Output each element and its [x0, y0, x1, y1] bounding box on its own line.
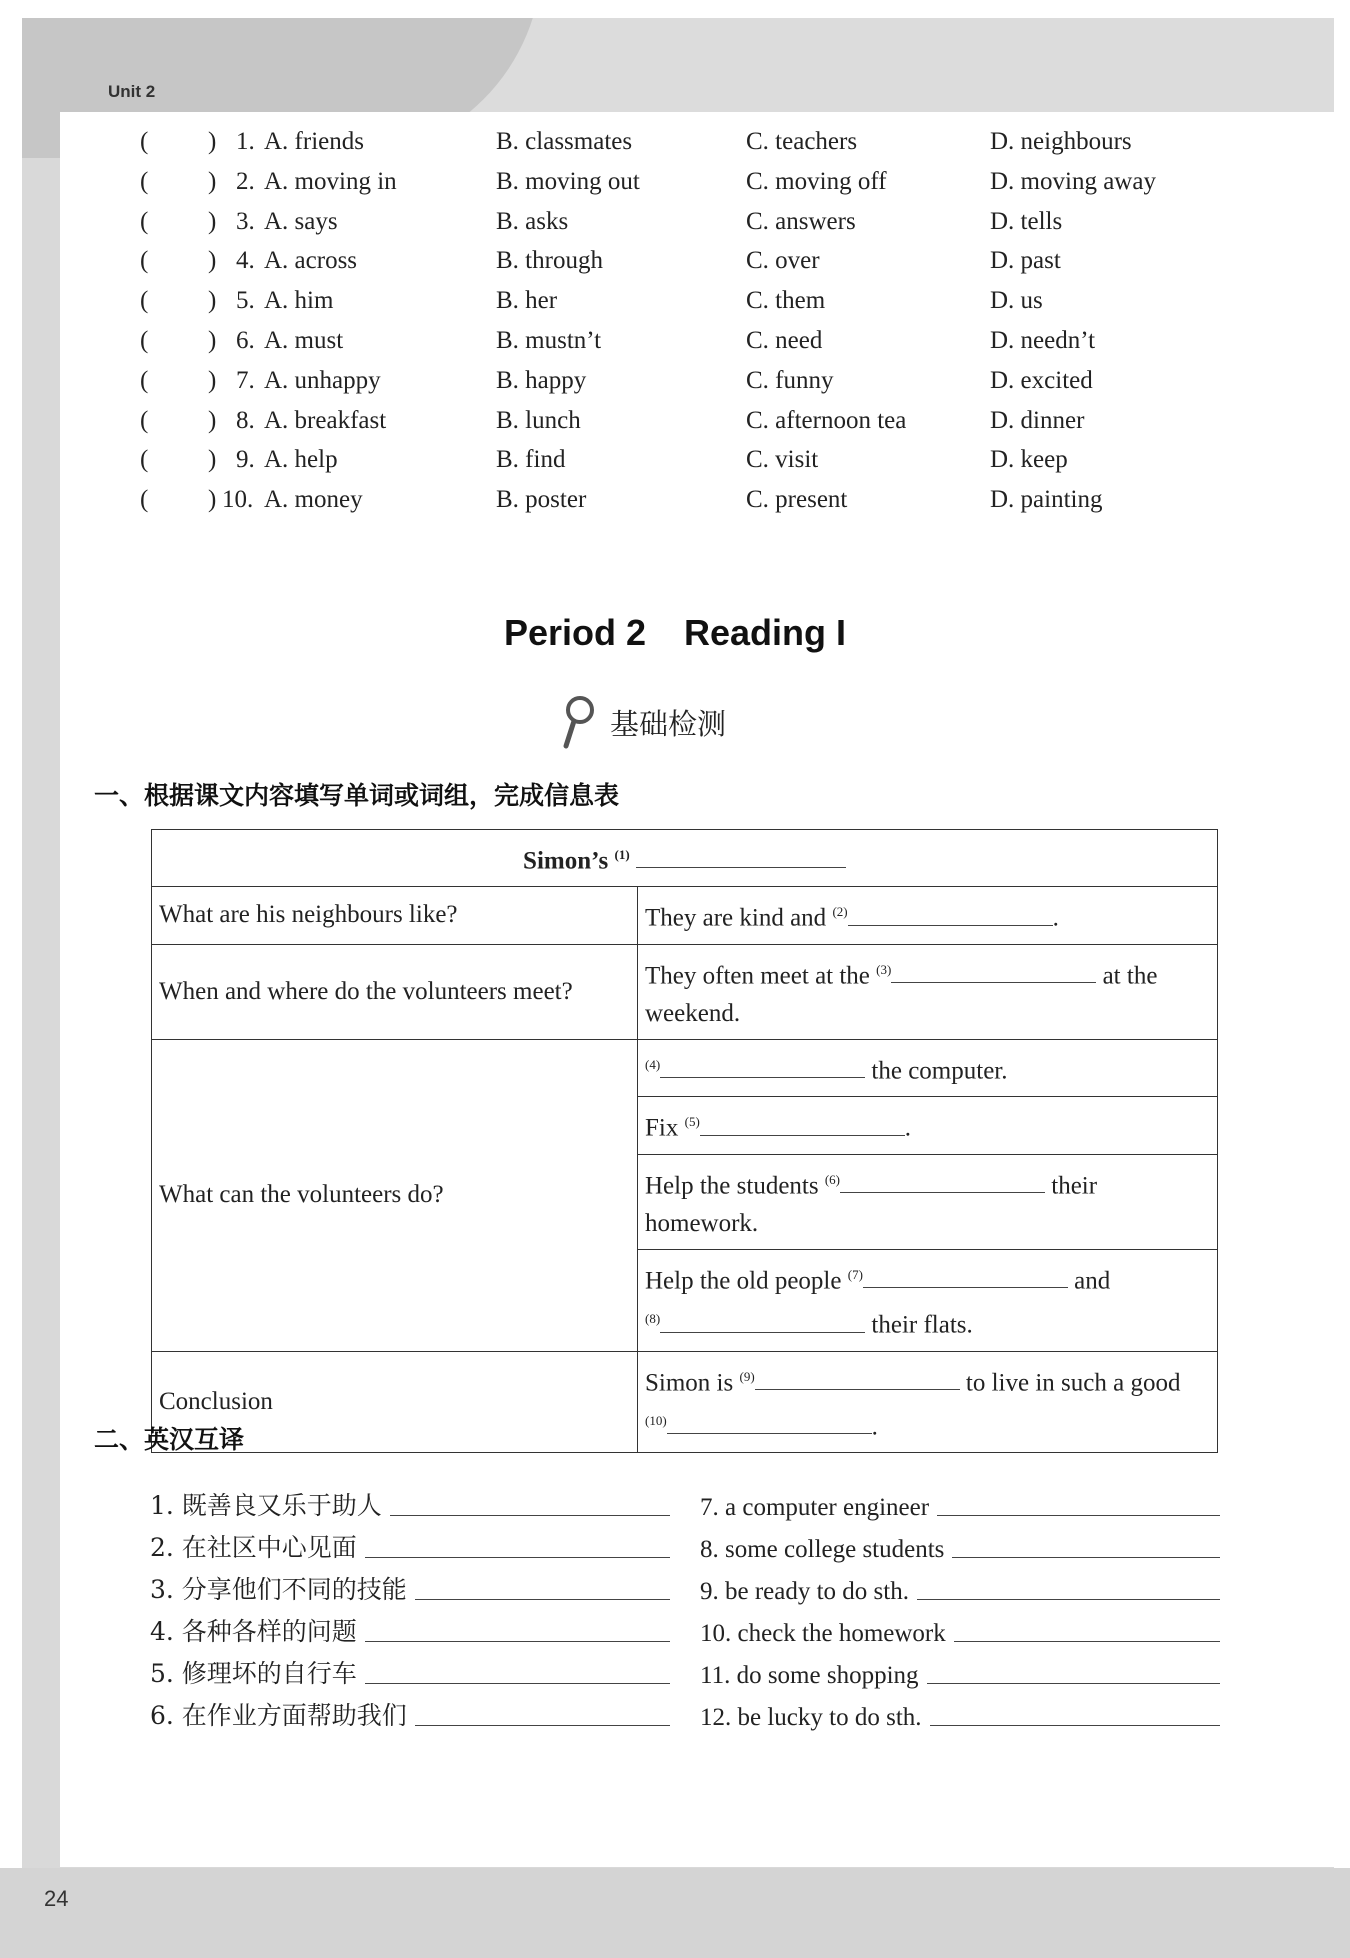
option-b: B. poster [496, 486, 587, 514]
translation-item [150, 1522, 670, 1564]
option-c: C. afternoon tea [746, 406, 907, 434]
translation-prompt: 7. a computer engineer [700, 1494, 930, 1521]
answer-line[interactable] [365, 1671, 670, 1684]
translation-prompt: 12. be lucky to do sth. [700, 1704, 922, 1731]
translation-item [700, 1648, 1220, 1690]
translation-item [150, 1480, 670, 1522]
blank-number: (10) [645, 1412, 667, 1428]
blank-2[interactable] [848, 901, 1053, 926]
answer-line[interactable] [365, 1629, 670, 1642]
translation-item [150, 1648, 670, 1690]
option-a: A. unhappy [264, 366, 381, 394]
translation-item [150, 1690, 670, 1732]
option-a: A. across [264, 247, 358, 275]
answer-bracket-close: ) [208, 287, 217, 315]
translation-left-column [150, 1480, 670, 1732]
option-b: B. moving out [496, 167, 640, 195]
answer-bracket-open[interactable]: ( [140, 366, 149, 394]
translation-right-column [700, 1480, 1220, 1732]
answer-line[interactable] [365, 1545, 670, 1558]
translation-prompt: 1. 既善良又乐于助人 [150, 1491, 382, 1520]
translation-item [150, 1606, 670, 1648]
period-mark: . [871, 1413, 878, 1441]
option-c: C. over [746, 247, 820, 275]
answer-bracket-open[interactable]: ( [140, 406, 149, 434]
question-cell: What can the volunteers do? [152, 1039, 638, 1351]
blank-5[interactable] [700, 1111, 905, 1136]
blank-number: (6) [824, 1171, 841, 1187]
answer-line[interactable] [415, 1587, 670, 1600]
answer-cell [638, 887, 1218, 944]
blank-8[interactable] [660, 1308, 865, 1333]
blank-6[interactable] [840, 1168, 1045, 1193]
translation-prompt: 4. 各种各样的问题 [150, 1617, 357, 1646]
question-row [140, 247, 1200, 287]
period-title: Reading I [684, 612, 847, 653]
option-a: A. friends [264, 128, 364, 155]
option-b: B. find [496, 446, 566, 474]
option-d: D. past [990, 247, 1061, 275]
option-b: B. asks [496, 207, 569, 235]
blank-number: (5) [684, 1114, 700, 1130]
question-row [140, 486, 1200, 526]
option-a: A. says [264, 207, 338, 235]
period-mark: . [1052, 904, 1059, 932]
answer-bracket-close: ) [208, 128, 217, 155]
translation-item [700, 1606, 1220, 1648]
translation-prompt: 11. do some shopping [700, 1662, 919, 1689]
answer-text: weekend. [645, 999, 741, 1027]
period-heading [0, 612, 1350, 654]
translation-item [150, 1564, 670, 1606]
answer-line[interactable] [917, 1587, 1220, 1600]
answer-bracket-close: ) [208, 406, 217, 434]
option-a: A. help [264, 446, 338, 474]
translation-item [700, 1564, 1220, 1606]
blank-3[interactable] [891, 958, 1096, 983]
option-c: C. present [746, 486, 848, 514]
section-2-title: 二、英汉互译 [94, 1425, 245, 1454]
answer-text: Simon is [645, 1368, 734, 1396]
section-1-title: 一、根据课文内容填写单词或词组，完成信息表 [94, 781, 620, 810]
option-c: C. moving off [746, 167, 887, 195]
option-a: A. must [264, 326, 344, 354]
option-a: A. him [264, 287, 334, 315]
option-b: B. through [496, 247, 603, 275]
option-b: B. her [496, 287, 558, 315]
blank-number: (3) [876, 961, 892, 977]
answer-text: They often meet at the [645, 961, 870, 989]
footer-band [0, 1868, 1350, 1958]
basic-check-heading [560, 692, 726, 752]
answer-bracket-open[interactable]: ( [140, 486, 149, 514]
answer-cell [638, 1249, 1218, 1351]
answer-bracket-open[interactable]: ( [140, 207, 149, 235]
option-b: B. classmates [496, 128, 633, 155]
option-b: B. happy [496, 366, 587, 394]
answer-line[interactable] [930, 1713, 1220, 1726]
option-d: D. painting [990, 486, 1103, 514]
answer-bracket-open[interactable]: ( [140, 128, 149, 155]
answer-text: to live in such a good [965, 1368, 1181, 1396]
answer-bracket-close: ) [208, 326, 217, 354]
question-row [140, 407, 1200, 447]
answer-cell [638, 1039, 1218, 1096]
option-b: B. lunch [496, 406, 581, 434]
option-c: C. teachers [746, 128, 858, 155]
translation-prompt: 5. 修理坏的自行车 [150, 1659, 357, 1688]
option-b: B. mustn’t [496, 326, 602, 354]
option-c: C. them [746, 287, 826, 315]
page-number: 24 [44, 1886, 69, 1911]
answer-text: their [1051, 1171, 1098, 1199]
blank-1[interactable] [636, 843, 846, 868]
answer-text: Help the students [645, 1171, 819, 1199]
translation-prompt: 3. 分享他们不同的技能 [150, 1575, 407, 1604]
table-title-cell [152, 830, 1218, 887]
option-d: D. needn’t [990, 326, 1096, 354]
period-label: Period 2 [503, 612, 646, 653]
answer-bracket-close: ) [208, 486, 217, 514]
question-number: 7. [236, 366, 255, 394]
blank-number: (1) [614, 847, 630, 862]
answer-cell [638, 1154, 1218, 1249]
answer-text: They are kind and [645, 904, 827, 932]
blank-7[interactable] [863, 1263, 1068, 1288]
option-c: C. funny [746, 366, 834, 394]
option-d: D. neighbours [990, 128, 1132, 155]
question-number: 4. [236, 247, 255, 275]
option-d: D. excited [990, 366, 1093, 394]
option-d: D. us [990, 287, 1043, 315]
blank-number: (4) [645, 1056, 661, 1072]
answer-text: their flats. [871, 1311, 973, 1339]
translation-item [700, 1480, 1220, 1522]
answer-bracket-open[interactable]: ( [140, 167, 149, 195]
question-row [140, 446, 1200, 486]
period-mark: . [904, 1114, 912, 1142]
question-row [140, 367, 1200, 407]
question-cell: Conclusion [152, 1351, 638, 1453]
answer-bracket-open[interactable]: ( [140, 287, 149, 315]
answer-bracket-close: ) [208, 167, 217, 195]
answer-bracket-open[interactable]: ( [140, 446, 149, 474]
magnifier-icon [560, 694, 596, 750]
option-a: A. breakfast [264, 406, 387, 434]
answer-text: and [1074, 1267, 1111, 1295]
option-d: D. tells [990, 207, 1063, 235]
answer-text: Fix [645, 1114, 679, 1142]
option-d: D. moving away [990, 167, 1156, 195]
answer-bracket-close: ) [208, 366, 217, 394]
answer-cell [638, 944, 1218, 1039]
option-c: C. need [746, 326, 823, 354]
blank-4[interactable] [660, 1053, 865, 1078]
answer-text: homework. [645, 1209, 759, 1237]
question-cell: When and where do the volunteers meet? [152, 944, 638, 1039]
multiple-choice-list [140, 128, 1200, 526]
question-number: 6. [236, 326, 255, 354]
answer-line[interactable] [952, 1545, 1220, 1558]
translation-prompt: 2. 在社区中心见面 [150, 1533, 357, 1562]
answer-line[interactable] [954, 1629, 1220, 1642]
question-number: 8. [236, 406, 255, 434]
answer-cell [638, 1351, 1218, 1453]
translation-prompt: 10. check the homework [700, 1620, 946, 1647]
question-row [140, 128, 1200, 168]
answer-bracket-close: ) [208, 207, 217, 235]
answer-line[interactable] [390, 1503, 670, 1516]
option-c: C. answers [746, 207, 856, 235]
answer-text: the computer. [871, 1057, 1008, 1085]
question-row [140, 327, 1200, 367]
question-number: 5. [236, 287, 255, 315]
blank-number: (8) [645, 1311, 661, 1327]
translation-prompt: 9. be ready to do sth. [700, 1578, 909, 1605]
question-number: 2. [236, 167, 255, 195]
answer-text: Help the old people [645, 1267, 842, 1295]
option-d: D. dinner [990, 406, 1085, 434]
blank-9[interactable] [755, 1365, 960, 1390]
option-a: A. moving in [264, 167, 397, 195]
blank-number: (2) [832, 904, 848, 920]
question-row [140, 208, 1200, 248]
answer-cell [638, 1097, 1218, 1154]
question-number: 9. [236, 446, 255, 474]
translation-item [700, 1690, 1220, 1732]
answer-text: at the [1102, 961, 1158, 989]
info-table [151, 829, 1218, 1453]
answer-line[interactable] [937, 1503, 1220, 1516]
answer-bracket-open[interactable]: ( [140, 247, 149, 275]
translation-prompt: 6. 在作业方面帮助我们 [150, 1701, 407, 1730]
option-c: C. visit [746, 446, 819, 474]
answer-bracket-close: ) [208, 247, 217, 275]
translation-item [700, 1522, 1220, 1564]
question-cell: What are his neighbours like? [152, 887, 638, 944]
option-d: D. keep [990, 446, 1068, 474]
answer-bracket-open[interactable]: ( [140, 326, 149, 354]
blank-number: (9) [739, 1368, 755, 1384]
unit-label: Unit 2 [108, 82, 156, 101]
basic-check-label: 基础检测 [610, 706, 727, 741]
answer-line[interactable] [415, 1713, 670, 1726]
answer-line[interactable] [927, 1671, 1220, 1684]
question-row [140, 287, 1200, 327]
option-a: A. money [264, 486, 363, 514]
question-row [140, 168, 1200, 208]
translation-prompt: 8. some college students [700, 1536, 945, 1563]
question-number: 3. [236, 207, 255, 235]
question-number: 10. [222, 486, 254, 514]
answer-bracket-close: ) [208, 446, 217, 474]
blank-10[interactable] [667, 1409, 872, 1434]
question-number: 1. [236, 128, 255, 155]
table-title: Simon’s [523, 847, 609, 875]
blank-number: (7) [847, 1266, 863, 1282]
